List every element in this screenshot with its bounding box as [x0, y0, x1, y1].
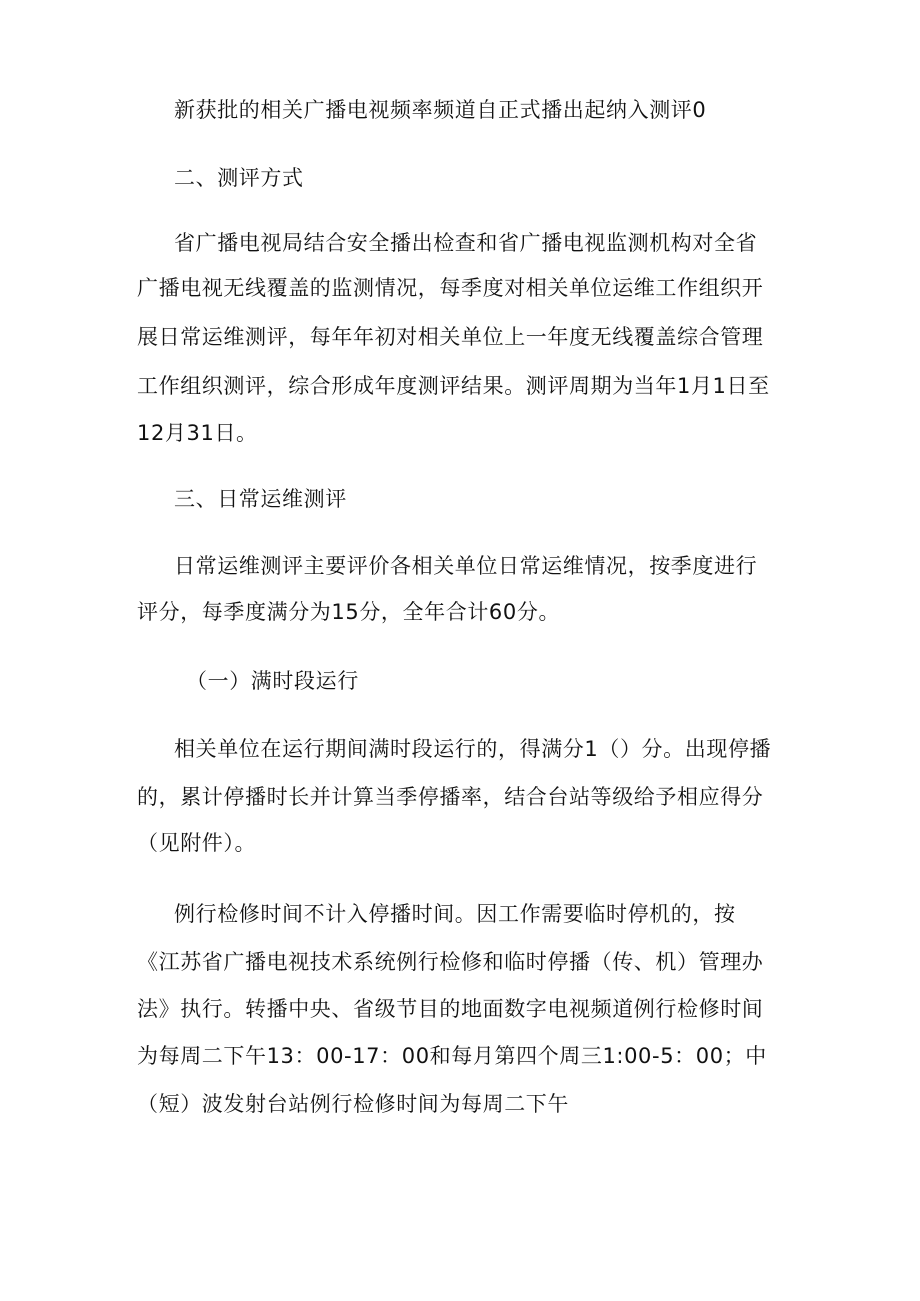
paragraph-line: 《江苏省广播电视技术系统例行检修和临时停播（传、机）管理办 [137, 950, 764, 974]
paragraph-line: 的，累计停播时长并计算当季停播率，结合台站等级给予相应得分 [137, 785, 764, 809]
paragraph-line: 法》执行。转播中央、省级节目的地面数字电视频道例行检修时间 [137, 997, 764, 1021]
paragraph-line: 12月31日。 [137, 421, 258, 445]
paragraph-line: 展日常运维测评，每年年初对相关单位上一年度无线覆盖综合管理 [137, 325, 764, 349]
paragraph-line: 省广播电视局结合安全播出检查和省广播电视监测机构对全省 [174, 231, 758, 255]
paragraph-line: （短）波发射台站例行检修时间为每周二下午 [137, 1092, 569, 1116]
paragraph-line: 评分，每季度满分为15分，全年合计60分。 [137, 600, 561, 624]
section-heading: 三、日常运维测评 [174, 487, 347, 511]
paragraph-line: （见附件）。 [137, 831, 257, 855]
paragraph-line: 为每周二下午13：00-17：00和每月第四个周三1:00-5：00；中 [137, 1044, 767, 1068]
paragraph-line: 日常运维测评主要评价各相关单位日常运维情况，按季度进行 [174, 554, 758, 578]
paragraph-line: 例行检修时间不计入停播时间。因工作需要临时停机的，按 [174, 902, 736, 926]
paragraph-line: 工作组织测评，综合形成年度测评结果。测评周期为当年1月1日至 [137, 374, 770, 398]
section-heading: 二、测评方式 [174, 166, 304, 190]
paragraph-line: 相关单位在运行期间满时段运行的，得满分1（）分。出现停播 [174, 737, 772, 761]
subsection-heading: （一）满时段运行 [186, 669, 359, 693]
paragraph-line: 新获批的相关广播电视频率频道自正式播出起纳入测评0 [174, 98, 707, 122]
paragraph-line: 广播电视无线覆盖的监测情况，每季度对相关单位运维工作组织开 [137, 276, 764, 300]
